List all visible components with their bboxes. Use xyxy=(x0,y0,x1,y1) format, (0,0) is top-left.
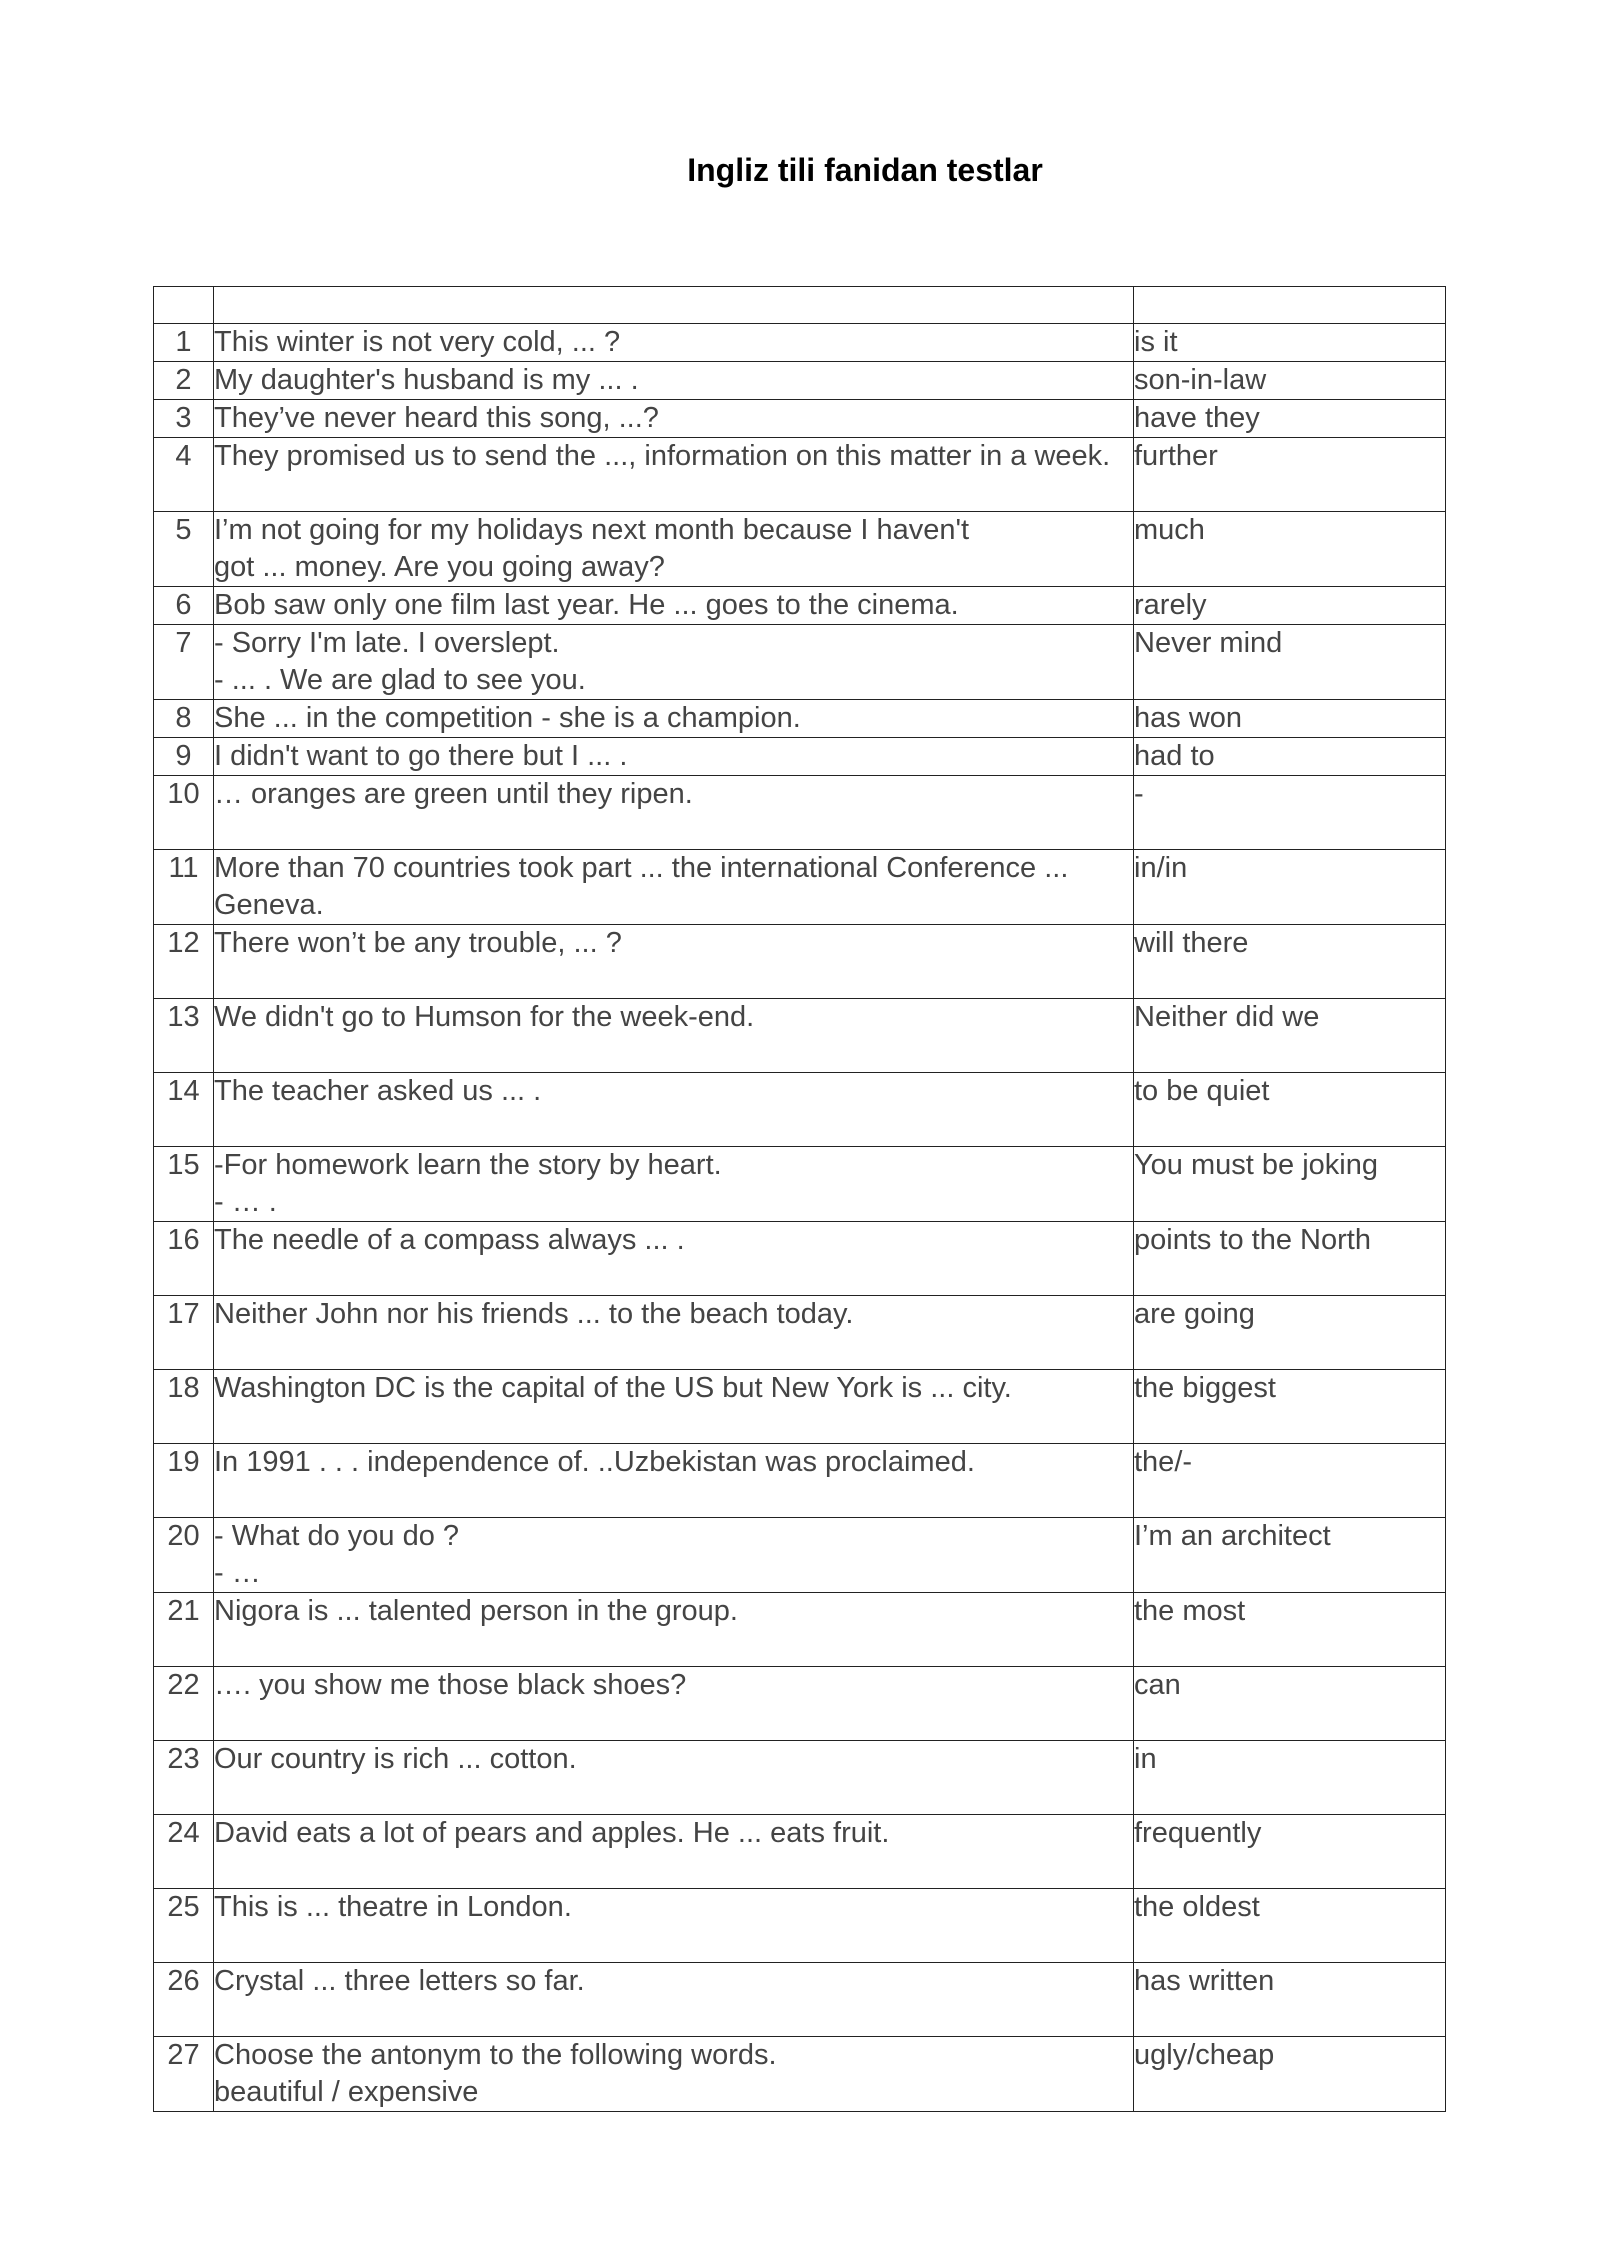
question-text: Neither John nor his friends ... to the beach today. xyxy=(214,1296,1134,1370)
table-header-row xyxy=(154,287,1446,324)
table-row xyxy=(154,1222,1446,1296)
question-text: …. you show me those black shoes? xyxy=(214,1667,1134,1741)
question-number: 18 xyxy=(154,1370,214,1444)
question-number: 15 xyxy=(154,1147,214,1222)
question-text: Crystal ... three letters so far. xyxy=(214,1963,1134,2037)
answer-text: to be quiet xyxy=(1134,1073,1446,1147)
question-text: My daughter's husband is my ... . xyxy=(214,362,1134,400)
answer-text: You must be joking xyxy=(1134,1147,1446,1222)
table-row xyxy=(154,776,1446,850)
answer-text: Neither did we xyxy=(1134,999,1446,1073)
header-num-cell xyxy=(154,287,214,324)
question-number: 17 xyxy=(154,1296,214,1370)
table-row xyxy=(154,1815,1446,1889)
answer-text: much xyxy=(1134,512,1446,587)
question-number: 3 xyxy=(154,400,214,438)
question-text: Washington DC is the capital of the US but New York is ... city. xyxy=(214,1370,1134,1444)
question-number: 19 xyxy=(154,1444,214,1518)
question-text: There won’t be any trouble, ... ? xyxy=(214,925,1134,999)
table-row xyxy=(154,1444,1446,1518)
question-number: 10 xyxy=(154,776,214,850)
question-text: This winter is not very cold, ... ? xyxy=(214,324,1134,362)
question-text: Nigora is ... talented person in the group. xyxy=(214,1593,1134,1667)
question-number: 27 xyxy=(154,2037,214,2112)
question-number: 4 xyxy=(154,438,214,512)
answer-text: are going xyxy=(1134,1296,1446,1370)
answer-text: Never mind xyxy=(1134,625,1446,700)
question-text: - What do you do ? - … xyxy=(214,1518,1134,1593)
answer-text: has written xyxy=(1134,1963,1446,2037)
question-number: 22 xyxy=(154,1667,214,1741)
table-row xyxy=(154,2037,1446,2112)
table-row xyxy=(154,1889,1446,1963)
answer-text: is it xyxy=(1134,324,1446,362)
question-number: 16 xyxy=(154,1222,214,1296)
question-text: -For homework learn the story by heart. - … . xyxy=(214,1147,1134,1222)
answer-text: ugly/cheap xyxy=(1134,2037,1446,2112)
answer-text: can xyxy=(1134,1667,1446,1741)
question-text: They promised us to send the ..., information on this matter in a week. xyxy=(214,438,1134,512)
table-row xyxy=(154,1667,1446,1741)
question-text: I didn't want to go there but I ... . xyxy=(214,738,1134,776)
table-row xyxy=(154,1963,1446,2037)
header-question-cell xyxy=(214,287,1134,324)
table-row xyxy=(154,1296,1446,1370)
question-number: 2 xyxy=(154,362,214,400)
question-number: 11 xyxy=(154,850,214,925)
question-text: Our country is rich ... cotton. xyxy=(214,1741,1134,1815)
table-row xyxy=(154,999,1446,1073)
table-row xyxy=(154,400,1446,438)
question-text: I’m not going for my holidays next month because I haven't got ... money. Are you going away? xyxy=(214,512,1134,587)
table-row xyxy=(154,1518,1446,1593)
answer-text: the oldest xyxy=(1134,1889,1446,1963)
table-row xyxy=(154,438,1446,512)
question-text: The needle of a compass always ... . xyxy=(214,1222,1134,1296)
table-row xyxy=(154,587,1446,625)
answer-text: I’m an architect xyxy=(1134,1518,1446,1593)
question-number: 25 xyxy=(154,1889,214,1963)
answer-text: - xyxy=(1134,776,1446,850)
question-number: 23 xyxy=(154,1741,214,1815)
question-text: They’ve never heard this song, ...? xyxy=(214,400,1134,438)
answer-text: the most xyxy=(1134,1593,1446,1667)
question-number: 6 xyxy=(154,587,214,625)
header-answer-cell xyxy=(1134,287,1446,324)
question-text: - Sorry I'm late. I overslept. - ... . We are glad to see you. xyxy=(214,625,1134,700)
answer-text: further xyxy=(1134,438,1446,512)
question-number: 21 xyxy=(154,1593,214,1667)
table-row xyxy=(154,1370,1446,1444)
question-number: 14 xyxy=(154,1073,214,1147)
answer-text: the biggest xyxy=(1134,1370,1446,1444)
question-number: 7 xyxy=(154,625,214,700)
table-row xyxy=(154,362,1446,400)
table-row xyxy=(154,1593,1446,1667)
question-text: Bob saw only one film last year. He ... goes to the cinema. xyxy=(214,587,1134,625)
question-number: 26 xyxy=(154,1963,214,2037)
question-text: She ... in the competition - she is a champion. xyxy=(214,700,1134,738)
table-row xyxy=(154,625,1446,700)
question-number: 13 xyxy=(154,999,214,1073)
answer-text: in/in xyxy=(1134,850,1446,925)
table-row xyxy=(154,324,1446,362)
question-number: 24 xyxy=(154,1815,214,1889)
answer-text: has won xyxy=(1134,700,1446,738)
question-number: 20 xyxy=(154,1518,214,1593)
question-text: The teacher asked us ... . xyxy=(214,1073,1134,1147)
page-title: Ingliz tili fanidan testlar xyxy=(687,152,1043,188)
table-row xyxy=(154,512,1446,587)
question-number: 9 xyxy=(154,738,214,776)
answer-text: had to xyxy=(1134,738,1446,776)
answer-text: son-in-law xyxy=(1134,362,1446,400)
question-text: More than 70 countries took part ... the international Conference ... Geneva. xyxy=(214,850,1134,925)
question-text: Choose the antonym to the following words. beautiful / expensive xyxy=(214,2037,1134,2112)
table-row xyxy=(154,1073,1446,1147)
table-row xyxy=(154,1741,1446,1815)
question-text: David eats a lot of pears and apples. He ... eats fruit. xyxy=(214,1815,1134,1889)
table-row xyxy=(154,700,1446,738)
question-number: 5 xyxy=(154,512,214,587)
table-row xyxy=(154,850,1446,925)
question-text: … oranges are green until they ripen. xyxy=(214,776,1134,850)
answer-text: the/- xyxy=(1134,1444,1446,1518)
answer-text: rarely xyxy=(1134,587,1446,625)
answer-text: in xyxy=(1134,1741,1446,1815)
question-number: 1 xyxy=(154,324,214,362)
table-row xyxy=(154,925,1446,999)
test-table xyxy=(153,286,1446,2112)
table-row xyxy=(154,1147,1446,1222)
answer-text: frequently xyxy=(1134,1815,1446,1889)
answer-text: will there xyxy=(1134,925,1446,999)
question-number: 12 xyxy=(154,925,214,999)
answer-text: have they xyxy=(1134,400,1446,438)
question-text: This is ... theatre in London. xyxy=(214,1889,1134,1963)
question-text: We didn't go to Humson for the week-end. xyxy=(214,999,1134,1073)
test-table-body xyxy=(154,287,1446,2112)
answer-text: points to the North xyxy=(1134,1222,1446,1296)
question-number: 8 xyxy=(154,700,214,738)
question-text: In 1991 . . . independence of. ..Uzbekistan was proclaimed. xyxy=(214,1444,1134,1518)
table-row xyxy=(154,738,1446,776)
